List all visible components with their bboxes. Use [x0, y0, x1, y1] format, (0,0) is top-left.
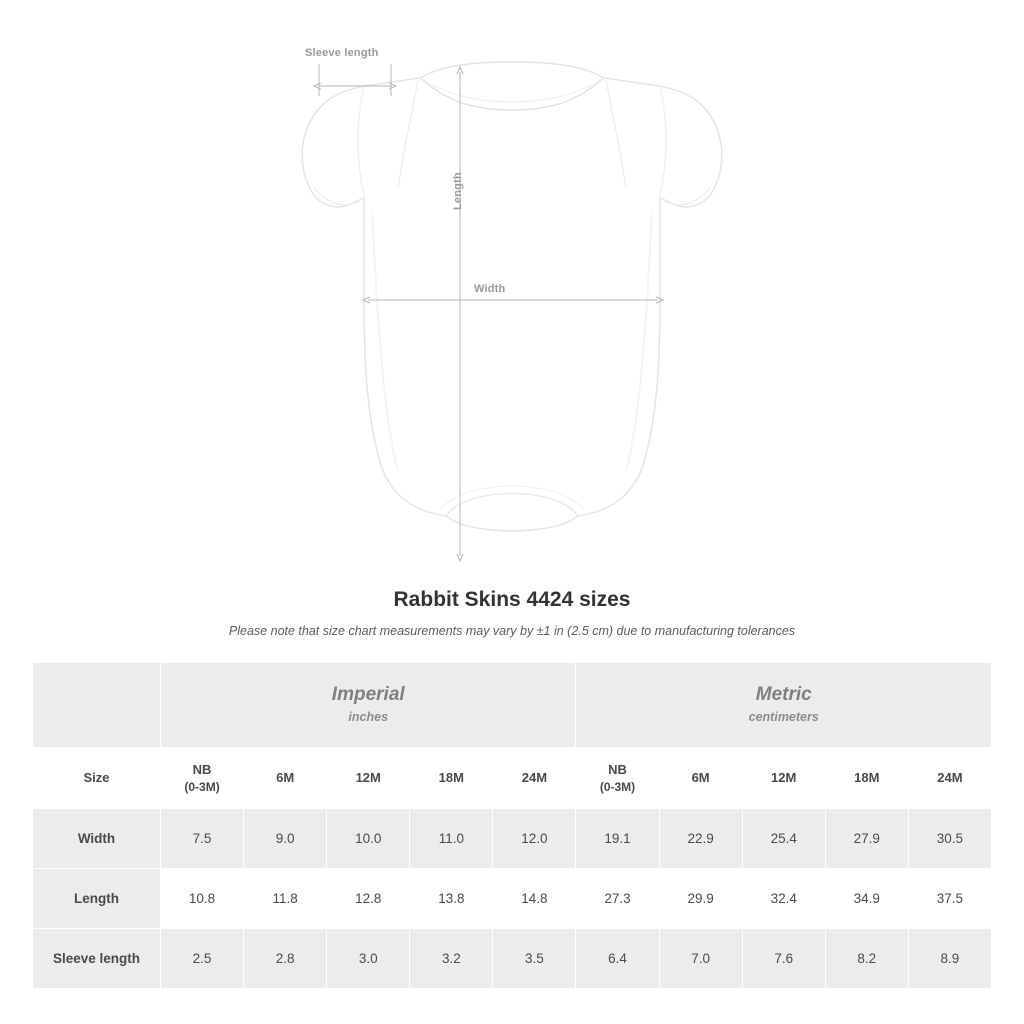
table-cell: 11.0	[410, 809, 493, 869]
page-title: Rabbit Skins 4424 sizes	[393, 588, 631, 611]
table-row	[33, 809, 992, 869]
system-unit-imperial: inches	[348, 709, 389, 724]
table-cell: 6.4	[576, 929, 659, 989]
size-chart-table	[32, 662, 992, 989]
table-cell: 7.5	[161, 809, 244, 869]
size-header-cell	[659, 748, 742, 809]
table-cell: 14.8	[493, 869, 576, 929]
table-cell: 22.9	[659, 809, 742, 869]
system-header-metric	[576, 663, 992, 748]
table-row	[33, 869, 992, 929]
size-chart-table-wrap	[32, 662, 992, 989]
table-cell: 27.3	[576, 869, 659, 929]
table-cell: 2.5	[161, 929, 244, 989]
table-cell: 32.4	[742, 869, 825, 929]
size-header-cell	[161, 748, 244, 809]
table-cell: 30.5	[908, 809, 991, 869]
system-name-metric: Metric	[755, 684, 812, 706]
bodysuit-shape	[302, 62, 722, 531]
table-cell: 7.6	[742, 929, 825, 989]
table-cell: 37.5	[908, 869, 991, 929]
system-header-imperial	[161, 663, 576, 748]
table-cell: 12.8	[327, 869, 410, 929]
size-sublabel: (0-3M)	[184, 779, 220, 794]
length-label: Length	[452, 172, 464, 210]
size-label: 12M	[771, 770, 797, 786]
sleeve-length-label: Sleeve length	[305, 47, 379, 59]
table-cell: 8.9	[908, 929, 991, 989]
size-header-cell	[493, 748, 576, 809]
table-cell: 11.8	[244, 869, 327, 929]
table-cell: 25.4	[742, 809, 825, 869]
size-label: NB	[608, 762, 627, 778]
table-cell: 10.8	[161, 869, 244, 929]
system-header-row	[33, 663, 992, 748]
table-cell: 2.8	[244, 929, 327, 989]
size-label: 18M	[438, 770, 464, 786]
size-sublabel: (0-3M)	[599, 779, 636, 794]
row-label: Sleeve length	[33, 929, 161, 989]
size-header-cell	[576, 748, 659, 809]
size-label: 24M	[937, 770, 963, 786]
size-header-cell	[410, 748, 493, 809]
size-label: 12M	[355, 770, 381, 786]
table-cell: 13.8	[410, 869, 493, 929]
size-header-label: Size	[33, 748, 161, 809]
tolerance-note: Please note that size chart measurements may vary by ±1 in (2.5 cm) due to manufacturing tolerances	[228, 624, 796, 638]
table-cell: 27.9	[825, 809, 908, 869]
table-cell: 3.2	[410, 929, 493, 989]
size-header-cell	[825, 748, 908, 809]
size-label: NB	[192, 762, 212, 778]
row-label: Length	[33, 869, 161, 929]
table-cell: 3.0	[327, 929, 410, 989]
size-label: 24M	[521, 770, 548, 786]
size-header-cell	[908, 748, 991, 809]
table-cell: 12.0	[493, 809, 576, 869]
size-header-cell	[742, 748, 825, 809]
table-cell: 8.2	[825, 929, 908, 989]
width-label: Width	[474, 283, 506, 295]
size-label: 6M	[691, 770, 710, 786]
table-cell: 29.9	[659, 869, 742, 929]
system-unit-metric: centimeters	[748, 709, 819, 724]
size-header-cell	[327, 748, 410, 809]
row-label: Width	[33, 809, 161, 869]
table-cell: 34.9	[825, 869, 908, 929]
table-cell: 7.0	[659, 929, 742, 989]
table-row	[33, 929, 992, 989]
size-label: 18M	[854, 770, 880, 786]
title-block	[0, 588, 1024, 638]
system-name-imperial: Imperial	[331, 684, 405, 706]
size-header-cell	[244, 748, 327, 809]
table-cell: 3.5	[493, 929, 576, 989]
table-cell: 9.0	[244, 809, 327, 869]
system-header-spacer	[33, 663, 161, 748]
size-header-row	[33, 748, 992, 809]
size-label: 6M	[276, 770, 295, 786]
table-cell: 10.0	[327, 809, 410, 869]
table-cell: 19.1	[576, 809, 659, 869]
